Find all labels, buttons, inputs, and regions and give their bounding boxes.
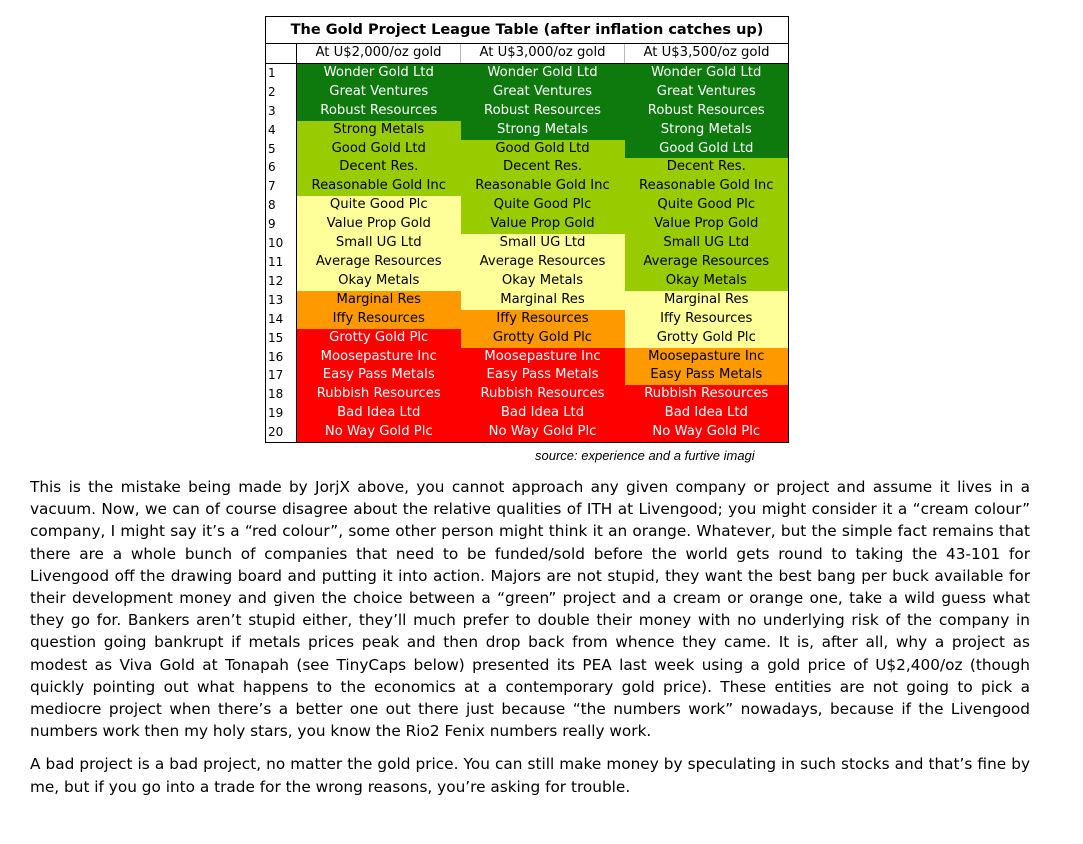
- company-cell: Average Resources: [625, 253, 789, 272]
- company-cell: Value Prop Gold: [461, 215, 625, 234]
- table-row: [266, 234, 789, 253]
- article-body: [30, 476, 1030, 809]
- company-cell: No Way Gold Plc: [625, 423, 789, 442]
- company-cell: Robust Resources: [625, 102, 789, 121]
- company-cell: Good Gold Ltd: [297, 140, 461, 159]
- table-row: [266, 215, 789, 234]
- rank-number: 14: [266, 310, 297, 329]
- company-cell: Small UG Ltd: [461, 234, 625, 253]
- company-cell: Rubbish Resources: [625, 385, 789, 404]
- company-cell: Wonder Gold Ltd: [625, 63, 789, 82]
- company-cell: Decent Res.: [461, 158, 625, 177]
- rank-number: 3: [266, 102, 297, 121]
- table-row: [266, 158, 789, 177]
- company-cell: Rubbish Resources: [297, 385, 461, 404]
- rank-number: 12: [266, 272, 297, 291]
- company-cell: Strong Metals: [625, 121, 789, 140]
- company-cell: Quite Good Plc: [297, 196, 461, 215]
- company-cell: Marginal Res: [461, 291, 625, 310]
- company-cell: No Way Gold Plc: [297, 423, 461, 442]
- rank-number: 11: [266, 253, 297, 272]
- company-cell: Robust Resources: [461, 102, 625, 121]
- table-row: [266, 310, 789, 329]
- company-cell: Easy Pass Metals: [461, 366, 625, 385]
- league-table: [265, 16, 789, 443]
- company-cell: Grotty Gold Plc: [297, 329, 461, 348]
- table-row: [266, 291, 789, 310]
- company-cell: Average Resources: [461, 253, 625, 272]
- table-title: The Gold Project League Table (after inflation catches up): [266, 17, 789, 44]
- column-header-3500: At U$3,500/oz gold: [625, 44, 789, 64]
- company-cell: Decent Res.: [297, 158, 461, 177]
- company-cell: Robust Resources: [297, 102, 461, 121]
- company-cell: Iffy Resources: [461, 310, 625, 329]
- table-body: [266, 44, 789, 443]
- column-header-3000: At U$3,000/oz gold: [461, 44, 625, 64]
- company-cell: Okay Metals: [625, 272, 789, 291]
- company-cell: Moosepasture Inc: [625, 348, 789, 367]
- company-cell: Bad Idea Ltd: [297, 404, 461, 423]
- rank-header: [266, 44, 297, 64]
- table-row: [266, 329, 789, 348]
- table-source-caption: source: experience and a furtive imagi: [535, 448, 755, 463]
- table-row: [266, 348, 789, 367]
- rank-number: 9: [266, 215, 297, 234]
- company-cell: Marginal Res: [625, 291, 789, 310]
- company-cell: Strong Metals: [297, 121, 461, 140]
- company-cell: Great Ventures: [461, 83, 625, 102]
- company-cell: Decent Res.: [625, 158, 789, 177]
- company-cell: Grotty Gold Plc: [625, 329, 789, 348]
- company-cell: Marginal Res: [297, 291, 461, 310]
- table-row: [266, 385, 789, 404]
- rank-number: 13: [266, 291, 297, 310]
- company-cell: Rubbish Resources: [461, 385, 625, 404]
- table-row: [266, 404, 789, 423]
- company-cell: Quite Good Plc: [625, 196, 789, 215]
- company-cell: Small UG Ltd: [297, 234, 461, 253]
- company-cell: Strong Metals: [461, 121, 625, 140]
- rank-number: 15: [266, 329, 297, 348]
- table-row: [266, 272, 789, 291]
- article-paragraph: This is the mistake being made by JorjX above, you cannot approach any given company or project and assume it lives in a vacuum. Now, we can of course disagree about the relative qualities of ITH at Livengood; you might consider it a “cream colour” company, I might say it’s a “red colour”, some other person might think it an orange. Whatever, but the simple fact remains that there are a whole bunch of companies that need to be funded/sold before the world gets round to taking the 43-101 for Livengood off the drawing board and putting it into action. Majors are not stupid, they want the best bang per buck available for their development money and given the choice between a “green” project and a cream or orange one, take a wild guess what they go for. Bankers aren’t stupid either, they’ll much prefer to double their money with no underlying risk of the company in question going bankrupt if metals prices peak and then drop back from whence they came. It is, after all, why a project as modest as Viva Gold at Tonapah (see TinyCaps below) presented its PEA last week using a gold price of U$2,400/oz (though quickly pointing out what happens to the economics at a contemporary gold price). These entities are not going to pick a mediocre project when there’s a better one out there just because “the numbers work” nowadays, because if the Livengood numbers work then my holy stars, you know the Rio2 Fenix numbers really work.: [30, 478, 1030, 741]
- company-cell: Value Prop Gold: [625, 215, 789, 234]
- company-cell: Grotty Gold Plc: [461, 329, 625, 348]
- rank-number: 18: [266, 385, 297, 404]
- company-cell: Reasonable Gold Inc: [461, 177, 625, 196]
- column-header-2000: At U$2,000/oz gold: [297, 44, 461, 64]
- table-row: [266, 177, 789, 196]
- company-cell: Great Ventures: [297, 83, 461, 102]
- company-cell: Iffy Resources: [625, 310, 789, 329]
- company-cell: Great Ventures: [625, 83, 789, 102]
- league-table-container: [265, 16, 788, 443]
- rank-number: 20: [266, 423, 297, 442]
- company-cell: Iffy Resources: [297, 310, 461, 329]
- company-cell: Bad Idea Ltd: [461, 404, 625, 423]
- company-cell: Value Prop Gold: [297, 215, 461, 234]
- company-cell: Okay Metals: [461, 272, 625, 291]
- company-cell: Small UG Ltd: [625, 234, 789, 253]
- company-cell: Average Resources: [297, 253, 461, 272]
- company-cell: Moosepasture Inc: [461, 348, 625, 367]
- rank-number: 16: [266, 348, 297, 367]
- rank-number: 8: [266, 196, 297, 215]
- company-cell: Quite Good Plc: [461, 196, 625, 215]
- rank-number: 5: [266, 140, 297, 159]
- table-row: [266, 196, 789, 215]
- company-cell: Moosepasture Inc: [297, 348, 461, 367]
- rank-number: 1: [266, 63, 297, 82]
- table-row: [266, 253, 789, 272]
- table-row: [266, 102, 789, 121]
- company-cell: Easy Pass Metals: [297, 366, 461, 385]
- table-row: [266, 140, 789, 159]
- article-paragraph: A bad project is a bad project, no matter the gold price. You can still make money by speculating in such stocks and that’s fine by me, but if you go into a trade for the wrong reasons, you’re asking for trouble.: [30, 755, 1030, 796]
- company-cell: No Way Gold Plc: [461, 423, 625, 442]
- company-cell: Okay Metals: [297, 272, 461, 291]
- rank-number: 4: [266, 121, 297, 140]
- table-row: [266, 83, 789, 102]
- table-row: [266, 366, 789, 385]
- company-cell: Reasonable Gold Inc: [297, 177, 461, 196]
- company-cell: Reasonable Gold Inc: [625, 177, 789, 196]
- company-cell: Wonder Gold Ltd: [461, 63, 625, 82]
- company-cell: Bad Idea Ltd: [625, 404, 789, 423]
- table-row: [266, 121, 789, 140]
- rank-number: 10: [266, 234, 297, 253]
- table-row: [266, 423, 789, 442]
- rank-number: 19: [266, 404, 297, 423]
- company-cell: Wonder Gold Ltd: [297, 63, 461, 82]
- table-row: [266, 63, 789, 82]
- rank-number: 7: [266, 177, 297, 196]
- company-cell: Good Gold Ltd: [461, 140, 625, 159]
- rank-number: 6: [266, 158, 297, 177]
- rank-number: 17: [266, 366, 297, 385]
- company-cell: Good Gold Ltd: [625, 140, 789, 159]
- company-cell: Easy Pass Metals: [625, 366, 789, 385]
- column-header-row: [266, 44, 789, 64]
- rank-number: 2: [266, 83, 297, 102]
